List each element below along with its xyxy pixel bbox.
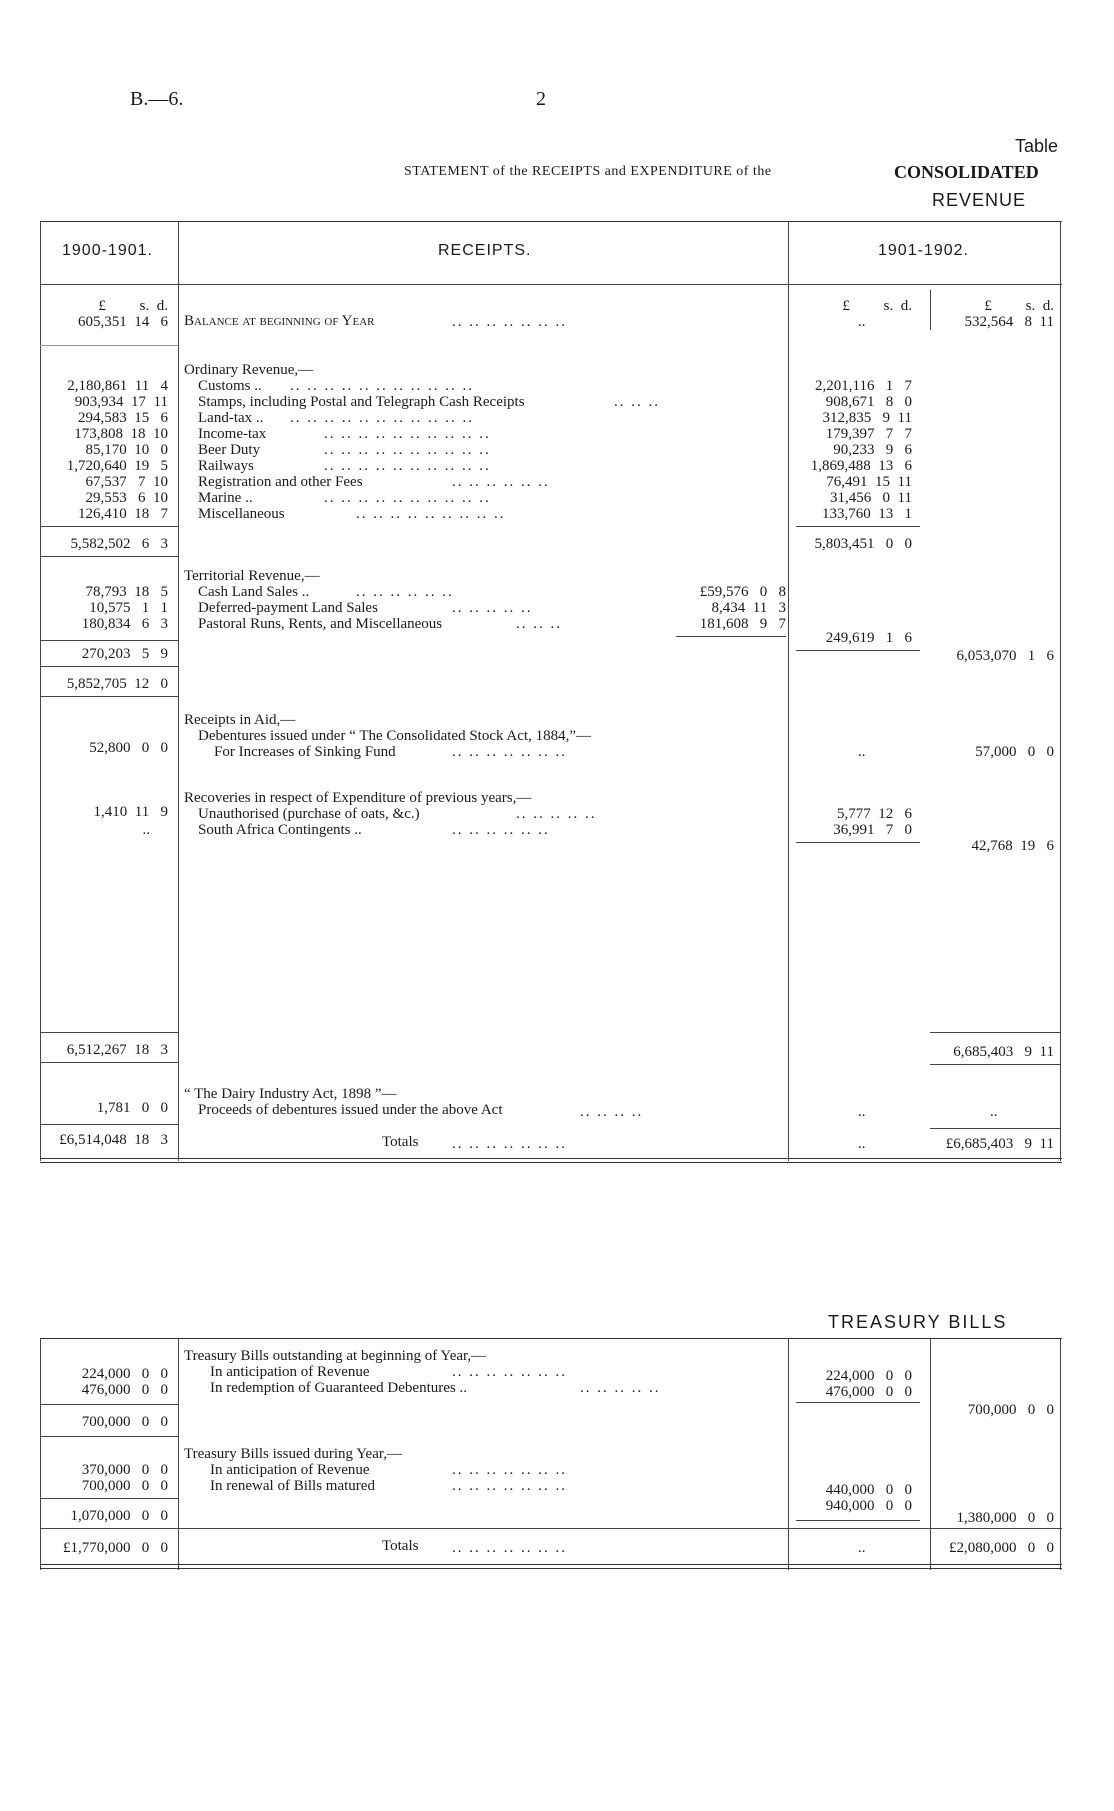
- table-row: 10,575 1 1: [89, 600, 168, 616]
- treasury-col-curr: [788, 1338, 789, 1570]
- treasury-bottom-rule-2: [40, 1568, 1062, 1569]
- fund-word: REVENUE: [932, 190, 1027, 210]
- row-label: Registration and other Fees: [198, 474, 363, 490]
- territorial-total-curr: 249,619 1 6: [825, 630, 912, 646]
- ordinary-heading: Ordinary Revenue,—: [184, 362, 314, 378]
- outstanding-underline: [40, 1436, 178, 1437]
- balance-col-a: ..: [858, 314, 866, 330]
- treasury-col-inner: [930, 1338, 931, 1570]
- dairy-heading: “ The Dairy Industry Act, 1898 ”—: [184, 1086, 397, 1102]
- row-value: 312,835 9 11: [822, 410, 912, 426]
- dairy-rule: [40, 1124, 178, 1125]
- table-bottom-rule-1: [40, 1158, 1062, 1159]
- treasury-bottom-rule-1: [40, 1564, 1062, 1565]
- row-inner-value: 8,434 11 3: [711, 600, 786, 616]
- treasury-totals-col-b: £2,080,000 0 0: [949, 1540, 1054, 1556]
- row-leader: .. .. .. .. .. .. .. .. .. ..: [324, 426, 491, 442]
- statement-title: STATEMENT of the RECEIPTS and EXPENDITURE of the: [404, 164, 772, 179]
- territorial-inner-rule: [676, 636, 786, 637]
- units-prev: £ s. d.: [98, 298, 168, 314]
- row-leader: .. .. .. .. .. .. .. .. ..: [356, 506, 506, 522]
- table-row: 85,170 10 0: [85, 442, 168, 458]
- table-row: 903,934 17 11: [74, 394, 168, 410]
- balance-col-b: 532,564 8 11: [964, 314, 1054, 330]
- aid-prev: 52,800 0 0: [89, 740, 168, 756]
- header-rule: [40, 284, 1062, 285]
- row-leader: .. .. .. .. .. ..: [452, 474, 550, 490]
- treasury-totals-prev: £1,770,000 0 0: [63, 1540, 168, 1556]
- balance-rule: [40, 345, 178, 346]
- header-year-prev: 1900-1901.: [62, 242, 153, 259]
- row-value: 1,869,488 13 6: [810, 458, 912, 474]
- treasury-col-left: [40, 1338, 41, 1570]
- row-leader: .. .. .. .. .. .. .. .. .. .. ..: [290, 410, 474, 426]
- grand-sub-curr: 6,685,403 9 11: [953, 1044, 1054, 1060]
- table-row: 1,720,640 19 5: [66, 458, 168, 474]
- grand-sub-rule-prev: [40, 1032, 178, 1033]
- issued-value-2: 940,000 0 0: [825, 1498, 912, 1514]
- outstanding-total-curr: 700,000 0 0: [967, 1402, 1054, 1418]
- grand-sub-prev: 6,512,267 18 3: [66, 1042, 168, 1058]
- totals-prev: £6,514,048 18 3: [59, 1132, 168, 1148]
- table-row: 700,000 0 0: [81, 1478, 168, 1494]
- header-receipts: RECEIPTS.: [438, 242, 532, 259]
- ordinary-total-rule-prev: [40, 526, 178, 527]
- table-row: 476,000 0 0: [81, 1382, 168, 1398]
- row-label: Deferred-payment Land Sales: [198, 600, 378, 616]
- row-leader: .. .. .. .. ..: [516, 806, 597, 822]
- balance-leader: .. .. .. .. .. .. ..: [452, 314, 567, 330]
- dairy-rule-curr: [930, 1128, 1060, 1129]
- row-value: 90,233 9 6: [833, 442, 912, 458]
- aid-heading: Receipts in Aid,—: [184, 712, 296, 728]
- issued-heading: Treasury Bills issued during Year,—: [184, 1446, 403, 1462]
- row-label: In anticipation of Revenue: [210, 1462, 370, 1478]
- row-label: Marine ..: [198, 490, 253, 506]
- row-label: In redemption of Guaranteed Debentures ..: [210, 1380, 467, 1396]
- grand-sub-underline-curr: [930, 1064, 1060, 1065]
- table-row: 370,000 0 0: [81, 1462, 168, 1478]
- row-leader: .. .. .. .. .. .. ..: [452, 1478, 567, 1494]
- dairy-prev: 1,781 0 0: [96, 1100, 168, 1116]
- row-inner-value: £59,576 0 8: [699, 584, 786, 600]
- row-label: Customs ..: [198, 378, 262, 394]
- row-leader: .. .. .. .. .. ..: [452, 822, 550, 838]
- row-leader: .. .. ..: [516, 616, 562, 632]
- balance-prev: 605,351 14 6: [78, 314, 168, 330]
- row-label: Unauthorised (purchase of oats, &c.): [198, 806, 420, 822]
- row-label: Land-tax ..: [198, 410, 264, 426]
- units-curr-b: £ s. d.: [984, 298, 1054, 314]
- row-value: 133,760 13 1: [822, 506, 912, 522]
- aid-col-a: ..: [858, 744, 866, 760]
- row-label: Beer Duty: [198, 442, 261, 458]
- table-row: 294,583 15 6: [78, 410, 168, 426]
- row-value: 76,491 15 11: [826, 474, 912, 490]
- table-bottom-rule-2: [40, 1162, 1062, 1163]
- recoveries-rule: [796, 842, 920, 843]
- row-leader: .. .. .. .. .. .. .. .. .. ..: [324, 442, 491, 458]
- row-inner-value: 181,608 9 7: [699, 616, 786, 632]
- row-leader: .. .. .. .. ..: [580, 1380, 661, 1396]
- treasury-col-right: [1060, 1338, 1061, 1570]
- row-leader: .. .. .. .. .. ..: [356, 584, 454, 600]
- outstanding-heading: Treasury Bills outstanding at beginning of Year,—: [184, 1348, 487, 1364]
- table-row: 173,808 18 10: [74, 426, 168, 442]
- issued-rule-curr: [796, 1520, 920, 1521]
- page-reference: B.—6.: [130, 88, 184, 110]
- dairy-leader: .. .. .. ..: [580, 1104, 644, 1120]
- row-label: Cash Land Sales ..: [198, 584, 310, 600]
- outstanding-rule-curr: [796, 1402, 920, 1403]
- row-leader: .. .. .. .. .. .. .. .. .. ..: [324, 490, 491, 506]
- row-label: Stamps, including Postal and Telegraph Cash Receipts: [198, 394, 525, 410]
- ordinary-total-underline: [40, 556, 178, 557]
- treasury-col-prev: [178, 1338, 179, 1570]
- issued-total-curr: 1,380,000 0 0: [956, 1510, 1054, 1526]
- row-value: 476,000 0 0: [825, 1384, 912, 1400]
- treasury-totals-rule: [40, 1528, 1062, 1529]
- row-leader: .. .. .. .. .. .. ..: [452, 1364, 567, 1380]
- totals-col-b: £6,685,403 9 11: [945, 1136, 1054, 1152]
- outstanding-total-prev: 700,000 0 0: [81, 1414, 168, 1430]
- territorial-rule-prev: [40, 640, 178, 641]
- dairy-label: Proceeds of debentures issued under the above Act: [198, 1102, 503, 1118]
- row-label: Railways: [198, 458, 254, 474]
- units-curr-a: £ s. d.: [842, 298, 912, 314]
- treasury-title: TREASURY BILLS: [828, 1312, 1008, 1332]
- row-value: 179,397 7 7: [825, 426, 912, 442]
- table-top-rule: [40, 221, 1062, 222]
- totals-leader: .. .. .. .. .. .. ..: [452, 1136, 567, 1152]
- dairy-col-b: ..: [990, 1104, 998, 1120]
- row-leader: .. .. .. .. ..: [452, 600, 533, 616]
- territorial-total-prev: 270,203 5 9: [81, 646, 168, 662]
- row-value: 224,000 0 0: [825, 1368, 912, 1384]
- balance-label: Balance at beginning of Year: [184, 313, 375, 329]
- col-divider-right: [1060, 221, 1061, 1161]
- row-leader: .. .. .. .. .. .. .. .. .. ..: [324, 458, 491, 474]
- col-divider-prev: [178, 221, 179, 1161]
- totals-label: Totals: [382, 1134, 419, 1150]
- aid-leader: .. .. .. .. .. .. ..: [452, 744, 567, 760]
- dairy-col-a: ..: [858, 1104, 866, 1120]
- table-row: 1,410 11 9: [93, 804, 168, 820]
- table-row: 224,000 0 0: [81, 1366, 168, 1382]
- row-label: Miscellaneous: [198, 506, 285, 522]
- row-leader: .. .. .. .. .. .. .. .. .. .. ..: [290, 378, 474, 394]
- table-row: 78,793 18 5: [85, 584, 168, 600]
- territorial-heading: Territorial Revenue,—: [184, 568, 320, 584]
- row-label: South Africa Contingents ..: [198, 822, 362, 838]
- territorial-rule-curr: [796, 650, 920, 651]
- issued-value-1: 440,000 0 0: [825, 1482, 912, 1498]
- revenue-combined-total: 6,053,070 1 6: [956, 648, 1054, 664]
- row-value: 5,777 12 6: [837, 806, 912, 822]
- row-label: In anticipation of Revenue: [210, 1364, 370, 1380]
- row-leader: .. .. ..: [614, 394, 660, 410]
- recoveries-heading: Recoveries in respect of Expenditure of previous years,—: [184, 790, 532, 806]
- header-year-curr: 1901-1902.: [878, 242, 969, 259]
- ordinary-total-prev: 5,582,502 6 3: [70, 536, 168, 552]
- totals-col-a: ..: [858, 1136, 866, 1152]
- statement-bold-title: CONSOLIDATED: [894, 162, 1039, 182]
- grand-sub-rule-curr: [930, 1032, 1060, 1033]
- issued-total-prev: 1,070,000 0 0: [70, 1508, 168, 1524]
- treasury-totals-col-a: ..: [858, 1540, 866, 1556]
- row-value: 908,671 8 0: [825, 394, 912, 410]
- table-word: Table: [1015, 136, 1059, 156]
- subtotal-prev: 5,852,705 12 0: [66, 676, 168, 692]
- ordinary-total-curr: 5,803,451 0 0: [814, 536, 912, 552]
- row-label: Income-tax: [198, 426, 267, 442]
- row-label: Pastoral Runs, Rents, and Miscellaneous: [198, 616, 443, 632]
- table-row: 2,180,861 11 4: [67, 378, 168, 394]
- table-row: 67,537 7 10: [85, 474, 168, 490]
- ordinary-total-rule-curr: [796, 526, 920, 527]
- inner-divider-balance: [930, 290, 931, 330]
- territorial-underline: [40, 666, 178, 667]
- row-value: 2,201,116 1 7: [815, 378, 912, 394]
- col-divider-curr: [788, 221, 789, 1161]
- aid-col-b: 57,000 0 0: [975, 744, 1054, 760]
- treasury-top-rule: [40, 1338, 1062, 1339]
- row-value: 31,456 0 11: [830, 490, 912, 506]
- subtotal-underline: [40, 696, 178, 697]
- row-label: In renewal of Bills matured: [210, 1478, 375, 1494]
- col-divider-left: [40, 221, 41, 1161]
- treasury-totals-leader: .. .. .. .. .. .. ..: [452, 1540, 567, 1556]
- aid-line-2: For Increases of Sinking Fund: [214, 744, 396, 760]
- page-number: 2: [536, 88, 546, 110]
- table-row: ..: [142, 822, 150, 838]
- aid-line-1: Debentures issued under “ The Consolidated Stock Act, 1884,”—: [198, 728, 591, 744]
- row-value: 36,991 7 0: [833, 822, 912, 838]
- issued-rule-prev: [40, 1498, 178, 1499]
- treasury-totals-label: Totals: [382, 1538, 419, 1554]
- recoveries-total: 42,768 19 6: [971, 838, 1054, 854]
- table-row: 180,834 6 3: [81, 616, 168, 632]
- row-leader: .. .. .. .. .. .. ..: [452, 1462, 567, 1478]
- table-row: 126,410 18 7: [78, 506, 168, 522]
- outstanding-rule-prev: [40, 1404, 178, 1405]
- grand-sub-underline: [40, 1062, 178, 1063]
- table-row: 29,553 6 10: [85, 490, 168, 506]
